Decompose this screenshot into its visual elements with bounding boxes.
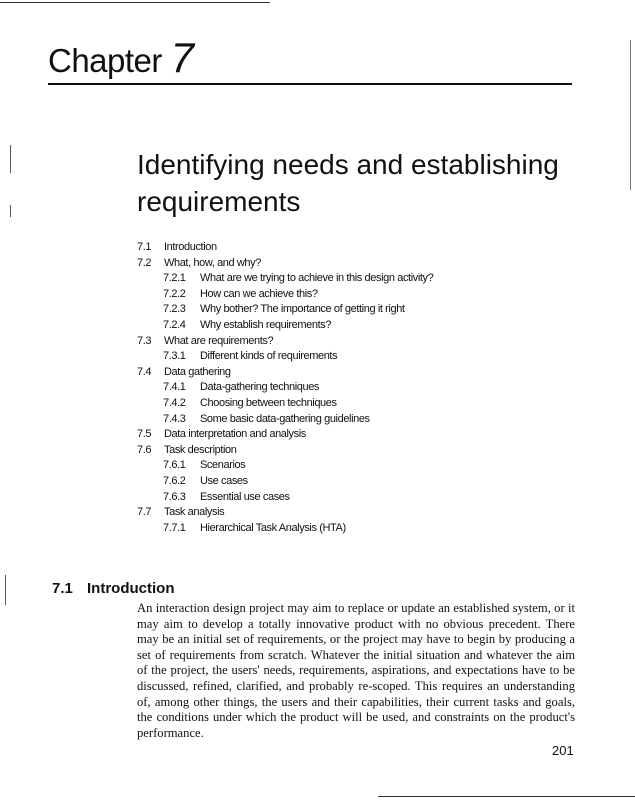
toc-entry [137,240,577,256]
toc-entry [137,505,577,521]
section-heading [52,579,174,599]
section-title: Introduction [87,580,175,597]
toc-entry-number: 7.4.1 [163,381,186,394]
toc-entry [137,458,577,474]
toc-entry-title: Essential use cases [200,490,290,503]
body-paragraph: An interaction design project may aim to replace or update an established system, or it may aim to develop a totally innovative product with no obvious precedent. There may be an initial set of requirements, or the project may have to begin by producing a set of requirements from scratch. Whatever the initial situation and whatever the aim of the project, the users' needs, requirements, aspirations, and expectations have to be discussed, refined, clarified, and probably re-scoped. This requires an understanding of, among other things, the users and their capabilities, their current tasks and goals, the conditions under which the product will be used, and constraints on the product's performance. [137,601,575,740]
toc-entry-title: Task analysis [164,506,225,519]
chapter-title: Identifying needs and establishing requirements [137,149,559,217]
toc-entry-number: 7.1 [137,241,152,253]
toc-entry-title: Data-gathering techniques [200,381,320,394]
toc-entry [137,412,577,428]
toc-entry-title: Introduction [164,241,217,253]
toc-entry-number: 7.4 [137,365,152,378]
toc-entry-title: Choosing between techniques [200,396,337,409]
toc-entry-number: 7.3.1 [163,350,186,363]
chapter-label [48,34,194,81]
section-number: 7.1 [52,580,73,597]
toc-entry-title: What are we trying to achieve in this design activity? [200,272,434,285]
toc-entry-title: Different kinds of requirements [200,350,338,363]
toc-entry-number: 7.6 [137,443,152,456]
toc-entry-title: Some basic data-gathering guidelines [200,412,370,425]
toc-entry [137,349,577,365]
toc-entry-title: How can we achieve this? [200,287,318,300]
toc-entry-title: Scenarios [200,459,246,472]
toc-entry [137,256,577,272]
toc-entry-title: What are requirements? [164,334,274,347]
toc-entry-number: 7.3 [137,334,152,347]
toc-entry [137,443,577,459]
toc-entry-title: What, how, and why? [164,256,261,269]
toc-entry-title: Task description [164,443,237,456]
margin-mark [10,145,11,173]
margin-mark [5,575,6,605]
chapter-rule [48,83,572,85]
page-edge-mark [630,40,631,190]
toc-entry-number: 7.2 [137,256,152,269]
toc-entry [137,287,577,303]
toc-entry-title: Why bother? The importance of getting it right [200,303,405,316]
toc-entry-number: 7.6.3 [163,490,186,503]
toc-entry-title: Data gathering [164,365,231,378]
toc-entry-title: Why establish requirements? [200,318,332,331]
toc-entry-number: 7.6.1 [163,459,186,472]
toc-entry-number: 7.4.2 [163,396,186,409]
toc-entry [137,427,577,443]
toc-entry [137,302,577,318]
bottom-edge-rule [378,796,635,797]
toc-entry-title: Data interpretation and analysis [164,428,306,441]
toc-entry-number: 7.7 [137,506,152,519]
toc-entry [137,521,577,537]
page-number: 201 [552,743,574,758]
toc-entry [137,396,577,412]
toc-entry [137,318,577,334]
chapter-number: 7 [170,34,194,81]
chapter-word: Chapter [48,42,162,79]
toc-entry [137,474,577,490]
toc-entry [137,490,577,506]
table-of-contents [137,240,577,536]
toc-entry-number: 7.4.3 [163,412,186,425]
toc-entry-number: 7.2.2 [163,287,186,300]
margin-mark [10,205,11,217]
toc-entry-number: 7.2.3 [163,303,186,316]
toc-entry-number: 7.7.1 [163,521,186,534]
top-edge-rule [0,2,270,3]
toc-entry [137,365,577,381]
toc-entry [137,380,577,396]
toc-entry-number: 7.6.2 [163,474,186,487]
toc-entry-number: 7.5 [137,428,152,441]
toc-entry-title: Hierarchical Task Analysis (HTA) [200,521,346,534]
toc-entry-number: 7.2.4 [163,318,186,331]
toc-entry-title: Use cases [200,474,248,487]
toc-entry-number: 7.2.1 [163,272,186,285]
toc-entry [137,271,577,287]
toc-entry [137,334,577,350]
